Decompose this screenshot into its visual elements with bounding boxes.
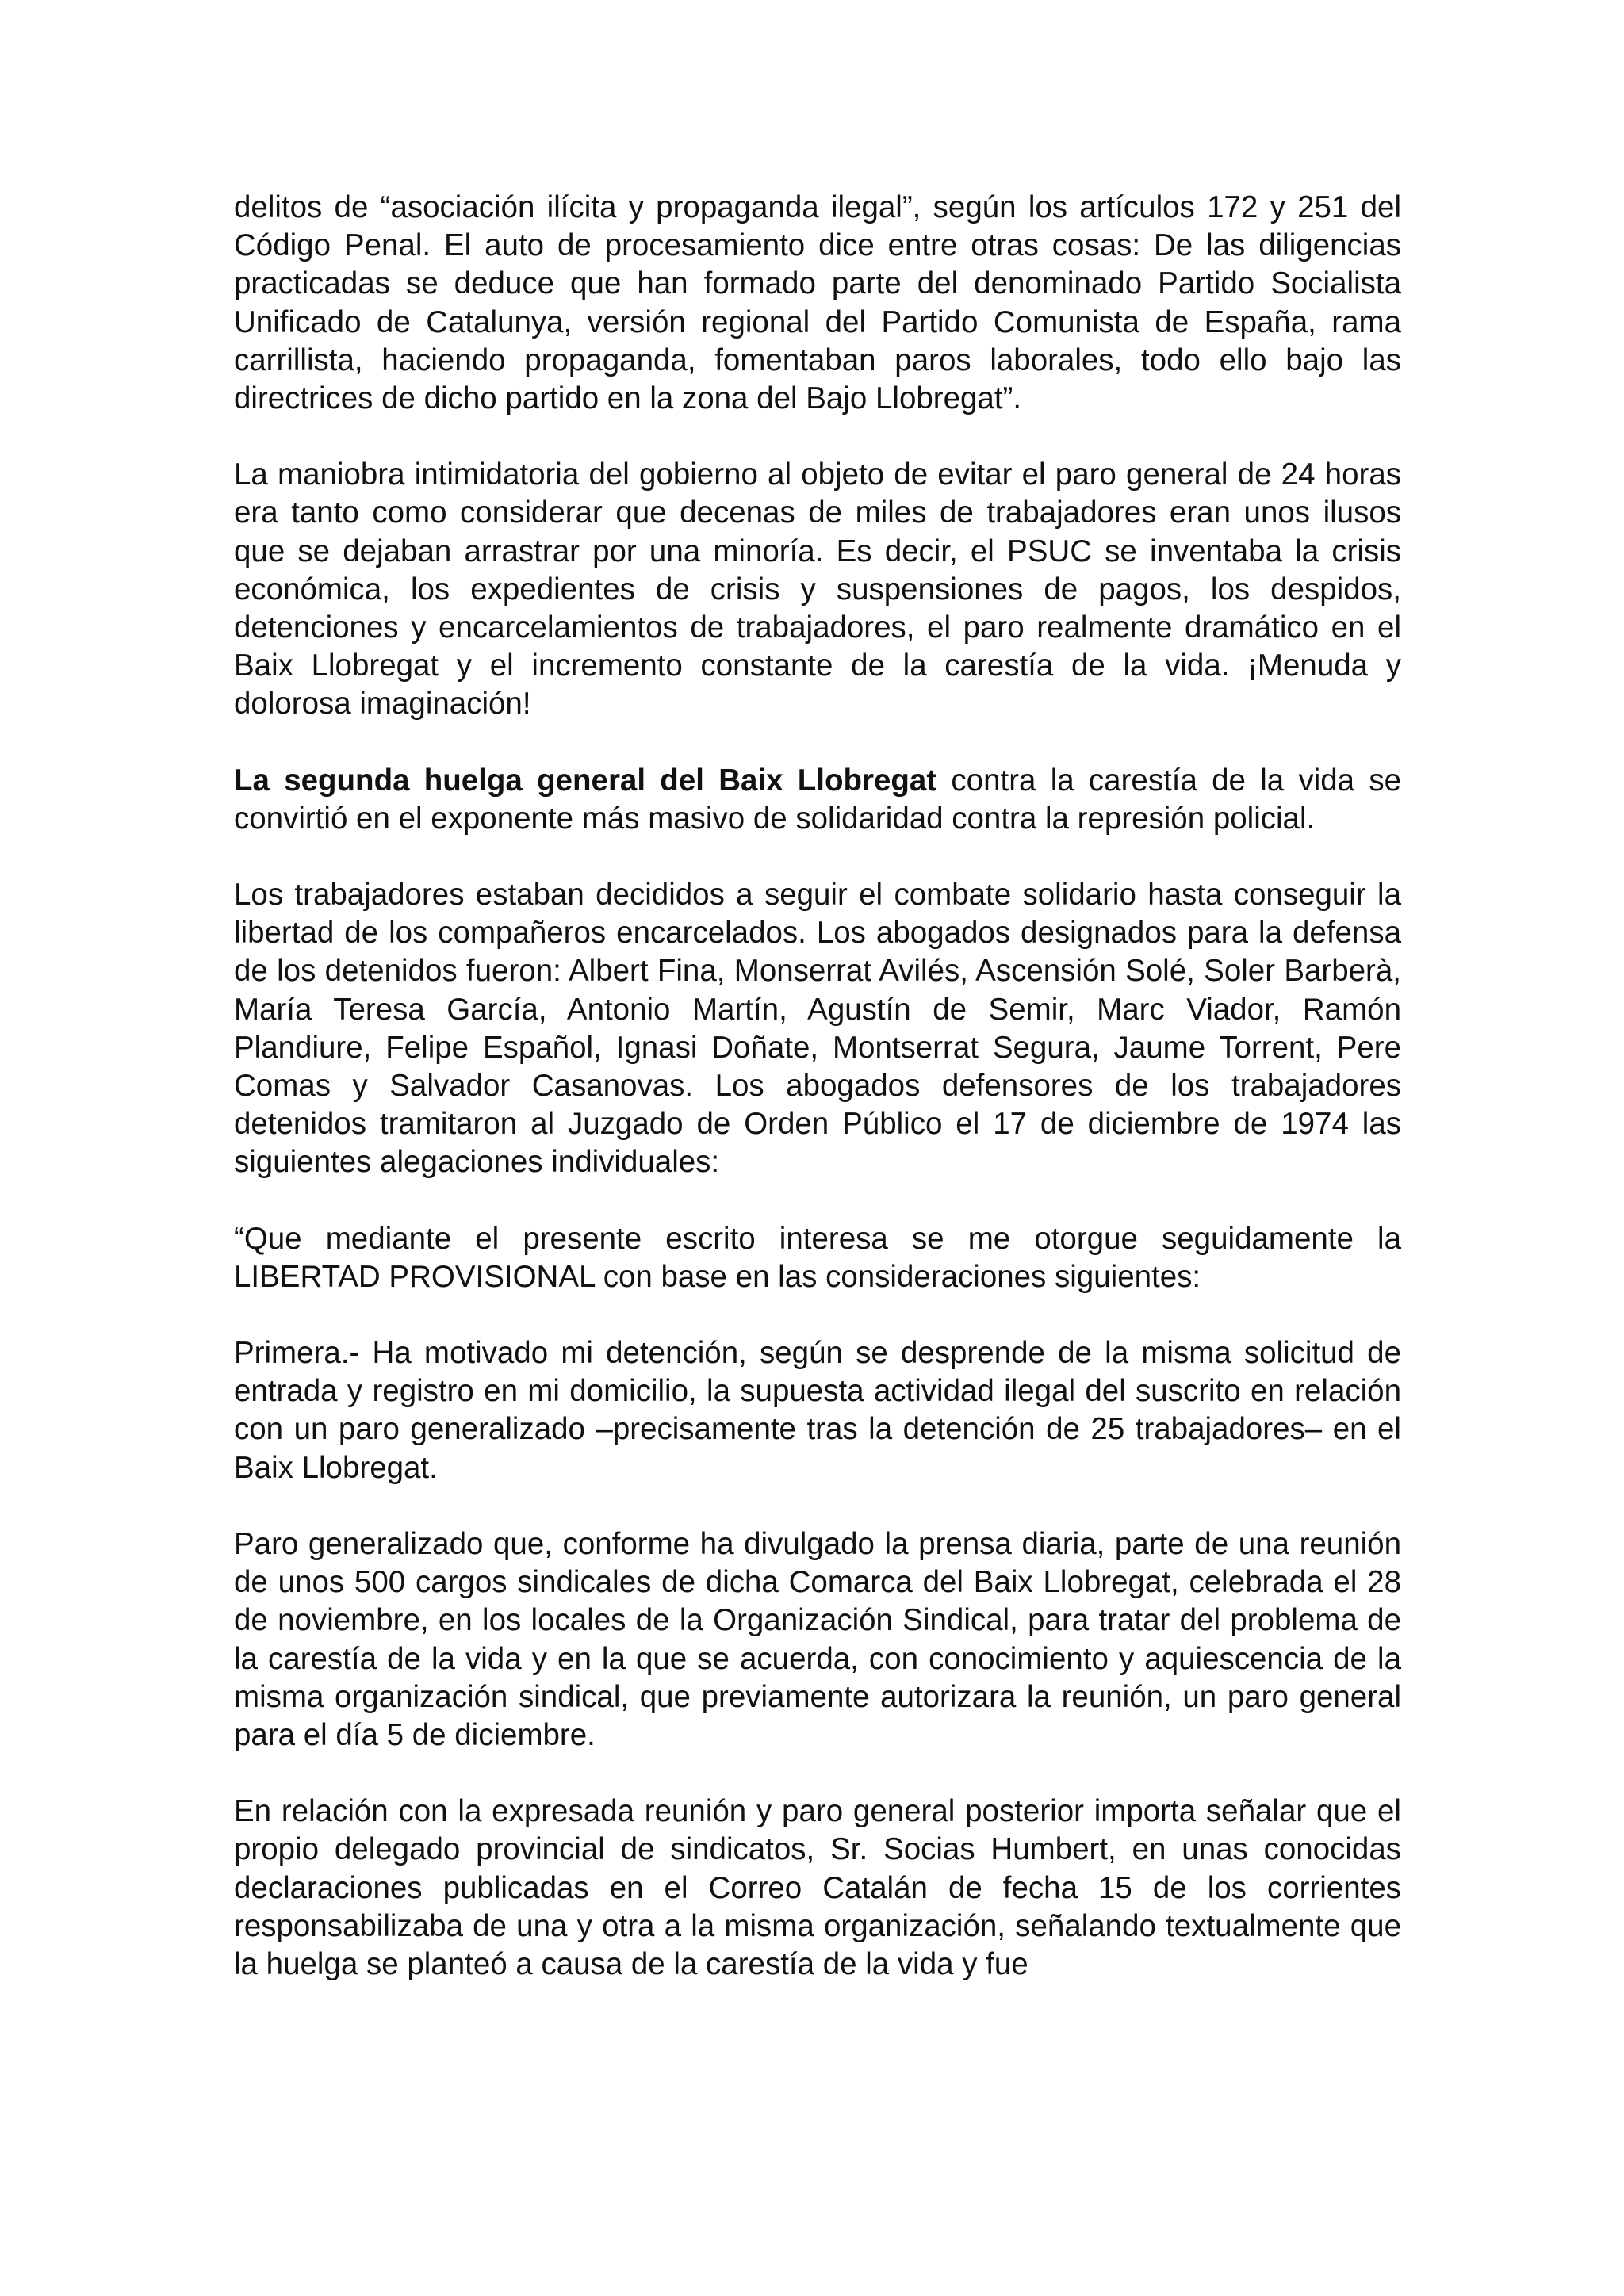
- paragraph-7: Paro generalizado que, conforme ha divulgado la prensa diaria, parte de una reunión de unos 500 cargos sindicales de dicha Comarca del Baix Llobregat, celebrada el 28 de noviembre, en los locales de la Organización Sindical, para tratar del problema de la carestía de la vida y en la que se acuerda, con conocimiento y aquiescencia de la misma organización sindical, que previamente autorizara la reunión, un paro general para el día 5 de diciembre.: [234, 1526, 1401, 1752]
- paragraph-1: delitos de “asociación ilícita y propaganda ilegal”, según los artículos 172 y 251 del Código Penal. El auto de procesamiento dice entre otras cosas: De las diligencias practicadas se deduce que han formado parte del denominado Partido Socialista Unificado de Catalunya, versión regional del Partido Comunista de España, rama carrillista, haciendo propaganda, fomentaban paros laborales, todo ello bajo las directrices de dicho partido en la zona del Bajo Llobregat”.: [234, 190, 1401, 416]
- paragraph-3-rest: contra la carestía de la vida se convirtió en el exponente más masivo de solidaridad contra la represión policial.: [234, 763, 1401, 836]
- body-text: [234, 189, 1401, 1984]
- paragraph-4: Los trabajadores estaban decididos a seguir el combate solidario hasta conseguir la libertad de los compañeros encarcelados. Los abogados designados para la defensa de los detenidos fueron: Albert Fina, Monserrat Avilés, Ascensión Solé, Soler Barberà, María Teresa García, Antonio Martín, Agustín de Semir, Marc Viador, Ramón Plandiure, Felipe Español, Ignasi Doñate, Montserrat Segura, Jaume Torrent, Pere Comas y Salvador Casanovas. Los abogados defensores de los trabajadores detenidos tramitaron al Juzgado de Orden Público el 17 de diciembre de 1974 las siguientes alegaciones individuales:: [234, 878, 1401, 1180]
- paragraph-5: “Que mediante el presente escrito interesa se me otorgue seguidamente la LIBERTAD PROVISIONAL con base en las consideraciones siguientes:: [234, 1221, 1401, 1294]
- paragraph-3: [234, 762, 1401, 838]
- paragraph-8: En relación con la expresada reunión y paro general posterior importa señalar que el propio delegado provincial de sindicatos, Sr. Socias Humbert, en unas conocidas declaraciones publicadas en el Correo Catalán de fecha 15 de los corrientes responsabilizaba de una y otra a la misma organización, señalando textualmente que la huelga se planteó a causa de la carestía de la vida y fue: [234, 1794, 1401, 1981]
- paragraph-2: La maniobra intimidatoria del gobierno al objeto de evitar el paro general de 24 horas era tanto como considerar que decenas de miles de trabajadores eran unos ilusos que se dejaban arrastrar por una minoría. Es decir, el PSUC se inventaba la crisis económica, los expedientes de crisis y suspensiones de pagos, los despidos, detenciones y encarcelamientos de trabajadores, el paro realmente dramático en el Baix Llobregat y el incremento constante de la carestía de la vida. ¡Menuda y dolorosa imaginación!: [234, 457, 1401, 721]
- bold-heading-phrase: La segunda huelga general del Baix Llobregat: [234, 763, 937, 798]
- paragraph-6: Primera.- Ha motivado mi detención, según se desprende de la misma solicitud de entrada y registro en mi domicilio, la supuesta actividad ilegal del suscrito en relación con un paro generalizado –precisamente tras la detención de 25 trabajadores– en el Baix Llobregat.: [234, 1336, 1401, 1485]
